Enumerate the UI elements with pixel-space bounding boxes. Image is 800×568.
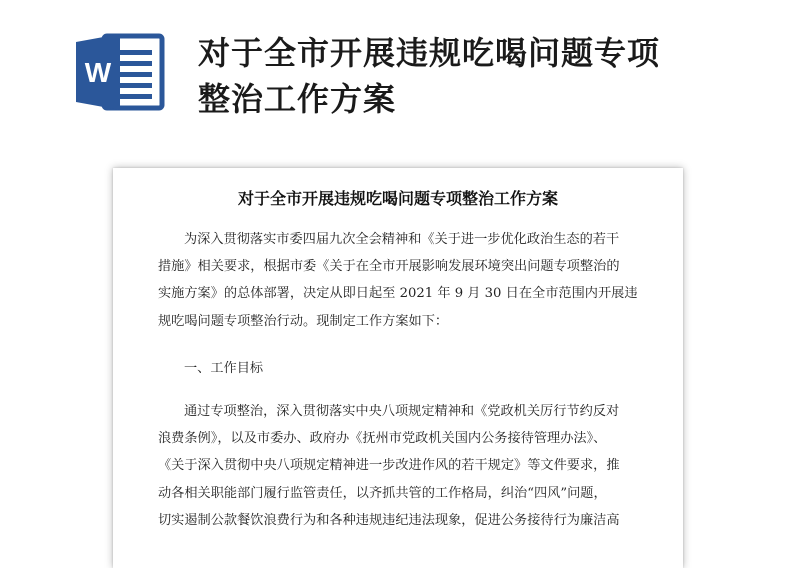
paragraph-line: 动各相关职能部门履行监管责任，以齐抓共管的工作格局，纠治“四风”问题， xyxy=(158,485,607,501)
word-icon-letter: W xyxy=(84,57,112,88)
paragraph-line: 切实遏制公款餐饮浪费行为和各种违规违纪违法现象，促进公务接待行为廉洁高 xyxy=(158,512,620,528)
page-title-line-1: 对于全市开展违规吃喝问题专项 xyxy=(198,34,661,72)
section-heading-text: 一、工作目标 xyxy=(184,361,264,376)
document-page xyxy=(113,168,683,568)
header xyxy=(0,0,800,150)
paragraph-line: 措施》相关要求，根据市委《关于在全市开展影响发展环境突出问题专项整治的 xyxy=(158,259,620,275)
page-title xyxy=(198,30,778,122)
paragraph-line: 浪费条例》，以及市委办、政府办《抚州市党政机关国内公务接待管理办法》、 xyxy=(158,431,607,447)
paragraph-1 xyxy=(158,226,648,335)
document-title: 对于全市开展违规吃喝问题专项整治工作方案 xyxy=(237,189,558,208)
page-title-line-2: 整治工作方案 xyxy=(198,80,397,118)
section-heading-1 xyxy=(158,355,648,382)
paragraph-line: 为深入贯彻落实市委四届九次全会精神和《关于进一步优化政治生态的若干 xyxy=(184,232,620,247)
paragraph-line: 实施方案》的总体部署，决定从即日起至 2021 年 9 月 30 日在全市范围内开展违 xyxy=(158,286,638,302)
paragraph-2 xyxy=(158,398,648,534)
paragraph-line: 通过专项整治，深入贯彻落实中央八项规定精神和《党政机关厉行节约反对 xyxy=(184,404,620,419)
paragraph-line: 规吃喝问题专项整治行动。现制定工作方案如下： xyxy=(158,313,449,329)
word-document-icon xyxy=(74,30,166,114)
paragraph-line: 《关于深入贯彻中央八项规定精神进一步改进作风的若干规定》等文件要求，推 xyxy=(158,458,620,474)
